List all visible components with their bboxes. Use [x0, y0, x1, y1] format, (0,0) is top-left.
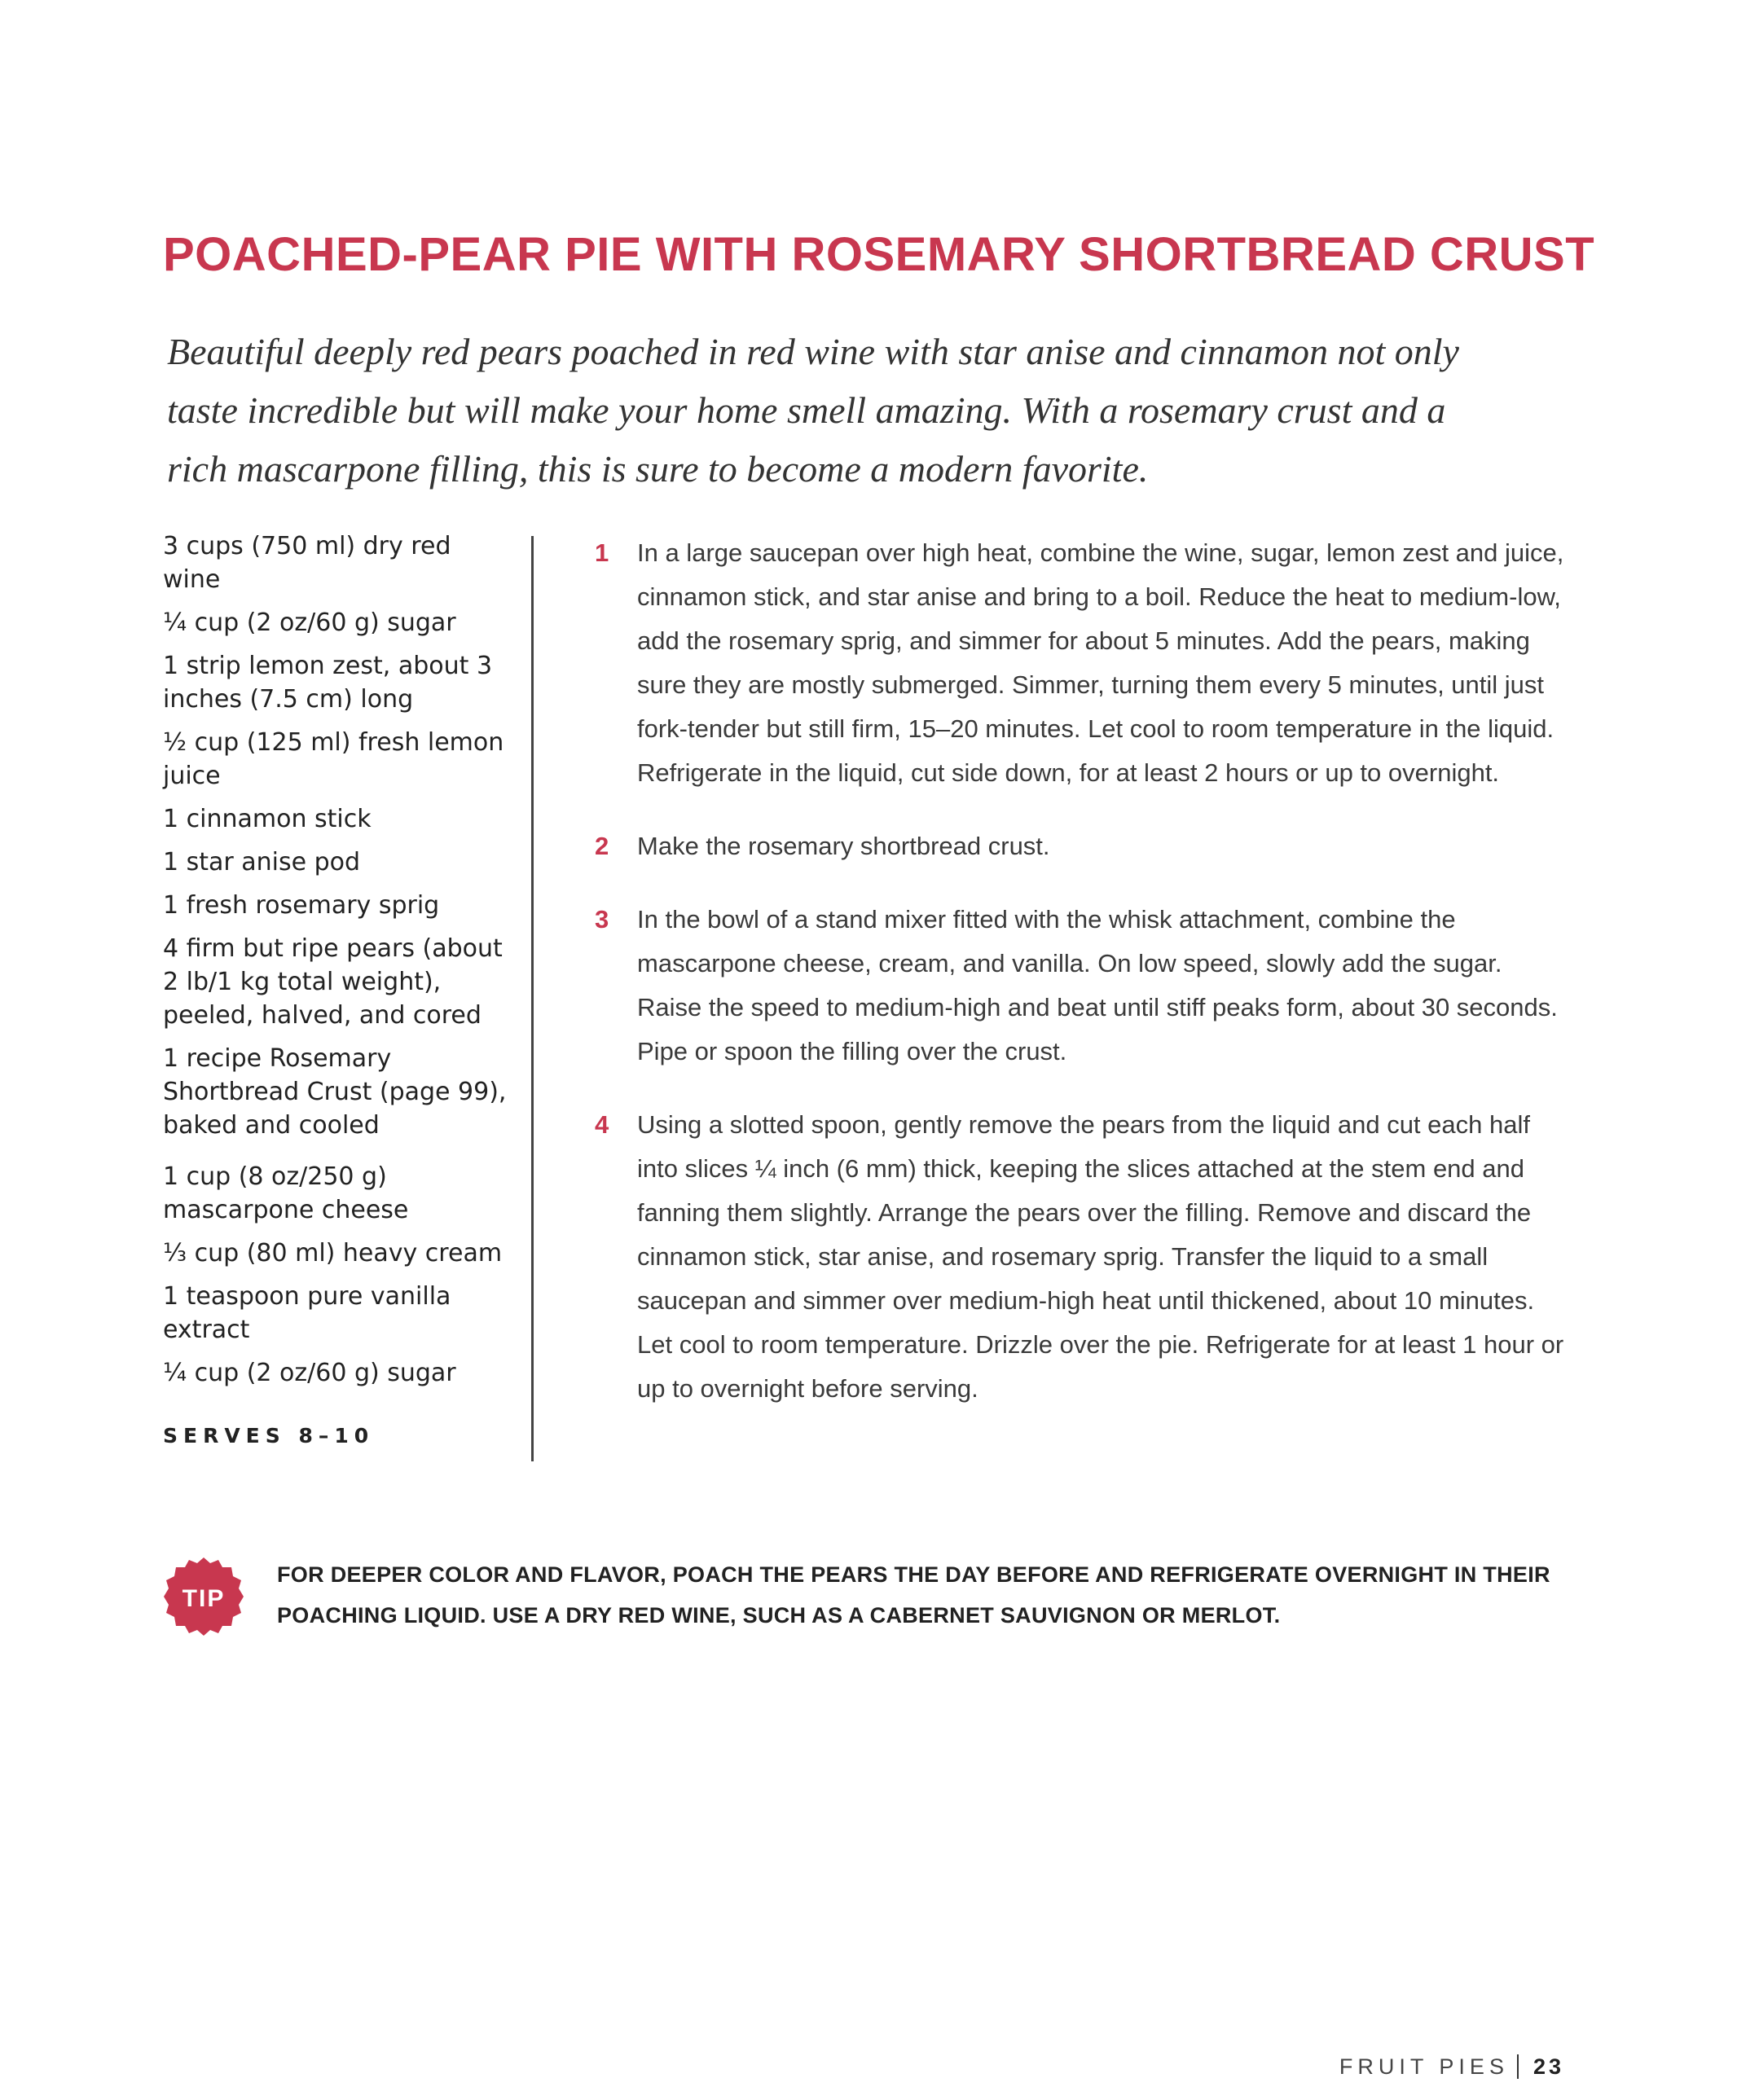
- tip-text: FOR DEEPER COLOR AND FLAVOR, POACH THE PEARS THE DAY BEFORE AND REFRIGERATE OVERNIGHT IN THEIR POACHING LIQUID. USE A DRY RED WINE, SUCH AS A CABERNET SAUVIGNON OR MERLOT.: [277, 1562, 1550, 1628]
- ingredient-item: 4 firm but ripe pears (about 2 lb/1 kg total weight), peeled, halved, and cored: [163, 934, 503, 1030]
- step-item: [595, 824, 1572, 868]
- step-text: In a large saucepan over high heat, combine the wine, sugar, lemon zest and juice, cinnamon stick, and star anise and bring to a boil. Reduce the heat to medium-low, add the rosemary sprig, and simmer for about 5 minutes. Add the pears, making sure they are mostly submerged. Simmer, turning them every 5 minutes, until just fork-tender but still firm, 15–20 minutes. Let cool to room temperature in the liquid. Refrigerate in the liquid, cut side down, for at least 2 hours or up to overnight.: [637, 538, 1564, 787]
- ingredient-item: ¼ cup (2 oz/60 g) sugar: [163, 608, 456, 637]
- ingredient-item: 1 recipe Rosemary Shortbread Crust (page 99), baked and cooled: [163, 1044, 507, 1140]
- ingredient-item: ½ cup (125 ml) fresh lemon juice: [163, 728, 504, 790]
- ingredients-list: [163, 529, 513, 1452]
- recipe-title: POACHED-PEAR PIE WITH ROSEMARY SHORTBREAD CRUST: [163, 227, 1595, 281]
- step-number: 1: [595, 538, 609, 567]
- tip-box: [163, 1548, 1597, 1645]
- page-footer: [1271, 2054, 1564, 2080]
- ingredient-item: 1 star anise pod: [163, 848, 361, 876]
- ingredient-item: 1 cup (8 oz/250 g) mascarpone cheese: [163, 1162, 409, 1224]
- step-text: Make the rosemary shortbread crust.: [637, 832, 1050, 860]
- ingredient-item: 1 fresh rosemary sprig: [163, 891, 440, 920]
- ingredient-item: ⅓ cup (80 ml) heavy cream: [163, 1239, 503, 1267]
- step-item: [595, 1103, 1572, 1411]
- step-number: 2: [595, 832, 609, 860]
- serves-label: SERVES 8–10: [163, 1424, 375, 1448]
- recipe-intro: Beautiful deeply red pears poached in red wine with star anise and cinnamon not only taste incredible but will make your home smell amazing. With a rosemary crust and a rich mascarpone filling, this is sure to become a modern favorite.: [167, 331, 1459, 490]
- step-number: 3: [595, 905, 609, 934]
- ingredient-item: 1 cinnamon stick: [163, 805, 372, 833]
- ingredient-item: 1 strip lemon zest, about 3 inches (7.5 cm) long: [163, 652, 493, 714]
- footer-separator: [1517, 2054, 1519, 2079]
- step-item: [595, 898, 1572, 1074]
- column-divider: [531, 536, 534, 1461]
- tip-badge-label: TIP: [182, 1585, 226, 1612]
- ingredient-item: 1 teaspoon pure vanilla extract: [163, 1282, 451, 1344]
- step-number: 4: [595, 1110, 609, 1139]
- tip-badge-icon: [163, 1556, 244, 1637]
- step-text: In the bowl of a stand mixer fitted with the whisk attachment, combine the mascarpone cheese, cream, and vanilla. On low speed, slowly add the sugar. Raise the speed to medium-high and beat until stiff peaks form, about 30 seconds. Pipe or spoon the filling over the crust.: [637, 905, 1558, 1065]
- ingredient-item: ¼ cup (2 oz/60 g) sugar: [163, 1359, 456, 1387]
- step-text: Using a slotted spoon, gently remove the pears from the liquid and cut each half into slices ¼ inch (6 mm) thick, keeping the slices attached at the stem end and fanning them slightly. Arrange the pears over the filling. Remove and discard the cinnamon stick, star anise, and rosemary sprig. Transfer the liquid to a small saucepan and simmer over medium-high heat until thickened, about 10 minutes. Let cool to room temperature. Drizzle over the pie. Refrigerate for at least 1 hour or up to overnight before serving.: [637, 1110, 1564, 1403]
- method-steps: [595, 531, 1572, 1440]
- footer-section-name: FRUIT PIES: [1339, 2054, 1509, 2079]
- ingredient-item: 3 cups (750 ml) dry red wine: [163, 532, 451, 594]
- step-item: [595, 531, 1572, 795]
- page-number: 23: [1533, 2054, 1564, 2079]
